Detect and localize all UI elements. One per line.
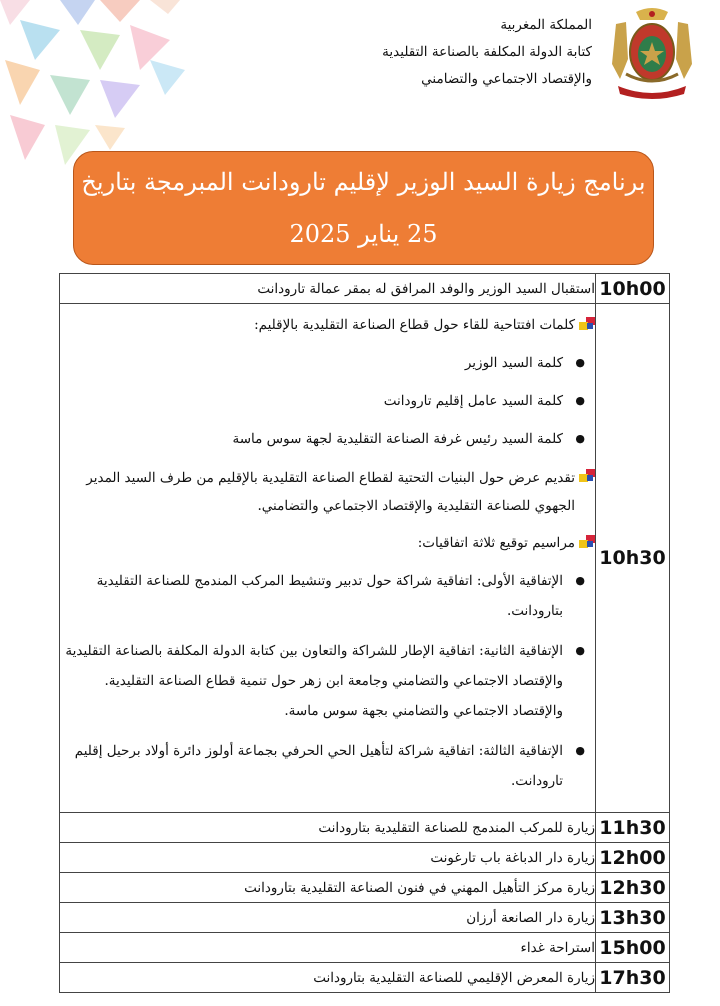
row-activity: زيارة دار الصانعة أرزان bbox=[60, 903, 596, 933]
speeches-list bbox=[60, 350, 595, 452]
presentation-text: تقديم عرض حول البنيات التحتية لقطاع الصناعة التقليدية بالإقليم من طرف السيد المدير الجهوي للصناعة التقليدية والإقتصاد الاجتماعي والتضامني. bbox=[86, 470, 575, 514]
row-time: 10h00 bbox=[596, 274, 670, 304]
header-kingdom: المملكة المغربية bbox=[500, 17, 592, 33]
row-activity: زيارة المعرض الإقليمي للصناعة التقليدية بتارودانت bbox=[60, 963, 596, 993]
table-row bbox=[60, 903, 670, 933]
signing-heading-text: مراسيم توقيع ثلاثة اتفاقيات: bbox=[417, 535, 575, 551]
header-ministry: كتابة الدولة المكلفة بالصناعة التقليدية bbox=[382, 44, 592, 60]
list-item: ● الإتفاقية الثالثة: اتفاقية شراكة لتأهيل الحي الحرفي بجماعة أولوز دائرة أولاد برحيل إقليم تارودانت. bbox=[60, 736, 563, 796]
list-item: ● كلمة السيد الوزير bbox=[60, 350, 563, 376]
row-time: 11h30 bbox=[596, 813, 670, 843]
agreements-list bbox=[60, 566, 595, 796]
table-row bbox=[60, 304, 670, 813]
decorative-mosaic-pattern bbox=[0, 0, 210, 170]
row-activity: زيارة دار الدباغة باب تارغونت bbox=[60, 843, 596, 873]
program-date: 25 يناير 2025 bbox=[289, 220, 438, 248]
row-time: 13h30 bbox=[596, 903, 670, 933]
signing-heading bbox=[60, 530, 595, 556]
program-table bbox=[59, 273, 670, 993]
row-activity-detailed bbox=[60, 304, 596, 813]
flag-bullet-icon bbox=[579, 535, 595, 549]
row-time: 15h00 bbox=[596, 933, 670, 963]
flag-bullet-icon bbox=[579, 469, 595, 483]
header-ministry-sub: والإقتصاد الاجتماعي والتضامني bbox=[421, 71, 592, 87]
table-row bbox=[60, 963, 670, 993]
list-item: ● الإتفاقية الثانية: اتفاقية الإطار للشراكة والتعاون بين كتابة الدولة المكلفة بالصناعة التقليدية والإقتصاد الاجتماعي والتضامني وجامعة ابن زهر حول تنمية قطاع الصناعة التقليدية. والإقتصاد الاجتماعي والتضامني بجهة سوس ماسة. bbox=[60, 636, 563, 726]
table-row bbox=[60, 933, 670, 963]
presentation-item bbox=[60, 464, 595, 520]
program-title: برنامج زيارة السيد الوزير لإقليم تارودانت المبرمجة بتاريخ bbox=[81, 168, 646, 196]
row-activity: زيارة مركز التأهيل المهني في فنون الصناعة التقليدية بتارودانت bbox=[60, 873, 596, 903]
row-time: 17h30 bbox=[596, 963, 670, 993]
table-row bbox=[60, 843, 670, 873]
row-activity: زيارة للمركب المندمج للصناعة التقليدية بتارودانت bbox=[60, 813, 596, 843]
coat-of-arms-emblem bbox=[606, 4, 698, 104]
program-title-box bbox=[73, 151, 654, 265]
row-activity: استقبال السيد الوزير والوفد المرافق له بمقر عمالة تارودانت bbox=[60, 274, 596, 304]
opening-heading-text: كلمات افتتاحية للقاء حول قطاع الصناعة التقليدية بالإقليم: bbox=[254, 317, 575, 333]
row-time: 10h30 bbox=[596, 304, 670, 813]
table-row bbox=[60, 813, 670, 843]
row-activity: استراحة غداء bbox=[60, 933, 596, 963]
list-item: ● الإتفاقية الأولى: اتفاقية شراكة حول تدبير وتنشيط المركب المندمج للصناعة التقليدية بتارودانت. bbox=[60, 566, 563, 626]
table-row bbox=[60, 873, 670, 903]
list-item: ● كلمة السيد عامل إقليم تارودانت bbox=[60, 388, 563, 414]
opening-remarks-heading bbox=[60, 312, 595, 338]
row-time: 12h00 bbox=[596, 843, 670, 873]
ministry-header bbox=[382, 12, 592, 93]
list-item: ● كلمة السيد رئيس غرفة الصناعة التقليدية لجهة سوس ماسة bbox=[60, 426, 563, 452]
table-row bbox=[60, 274, 670, 304]
row-time: 12h30 bbox=[596, 873, 670, 903]
flag-bullet-icon bbox=[579, 317, 595, 331]
